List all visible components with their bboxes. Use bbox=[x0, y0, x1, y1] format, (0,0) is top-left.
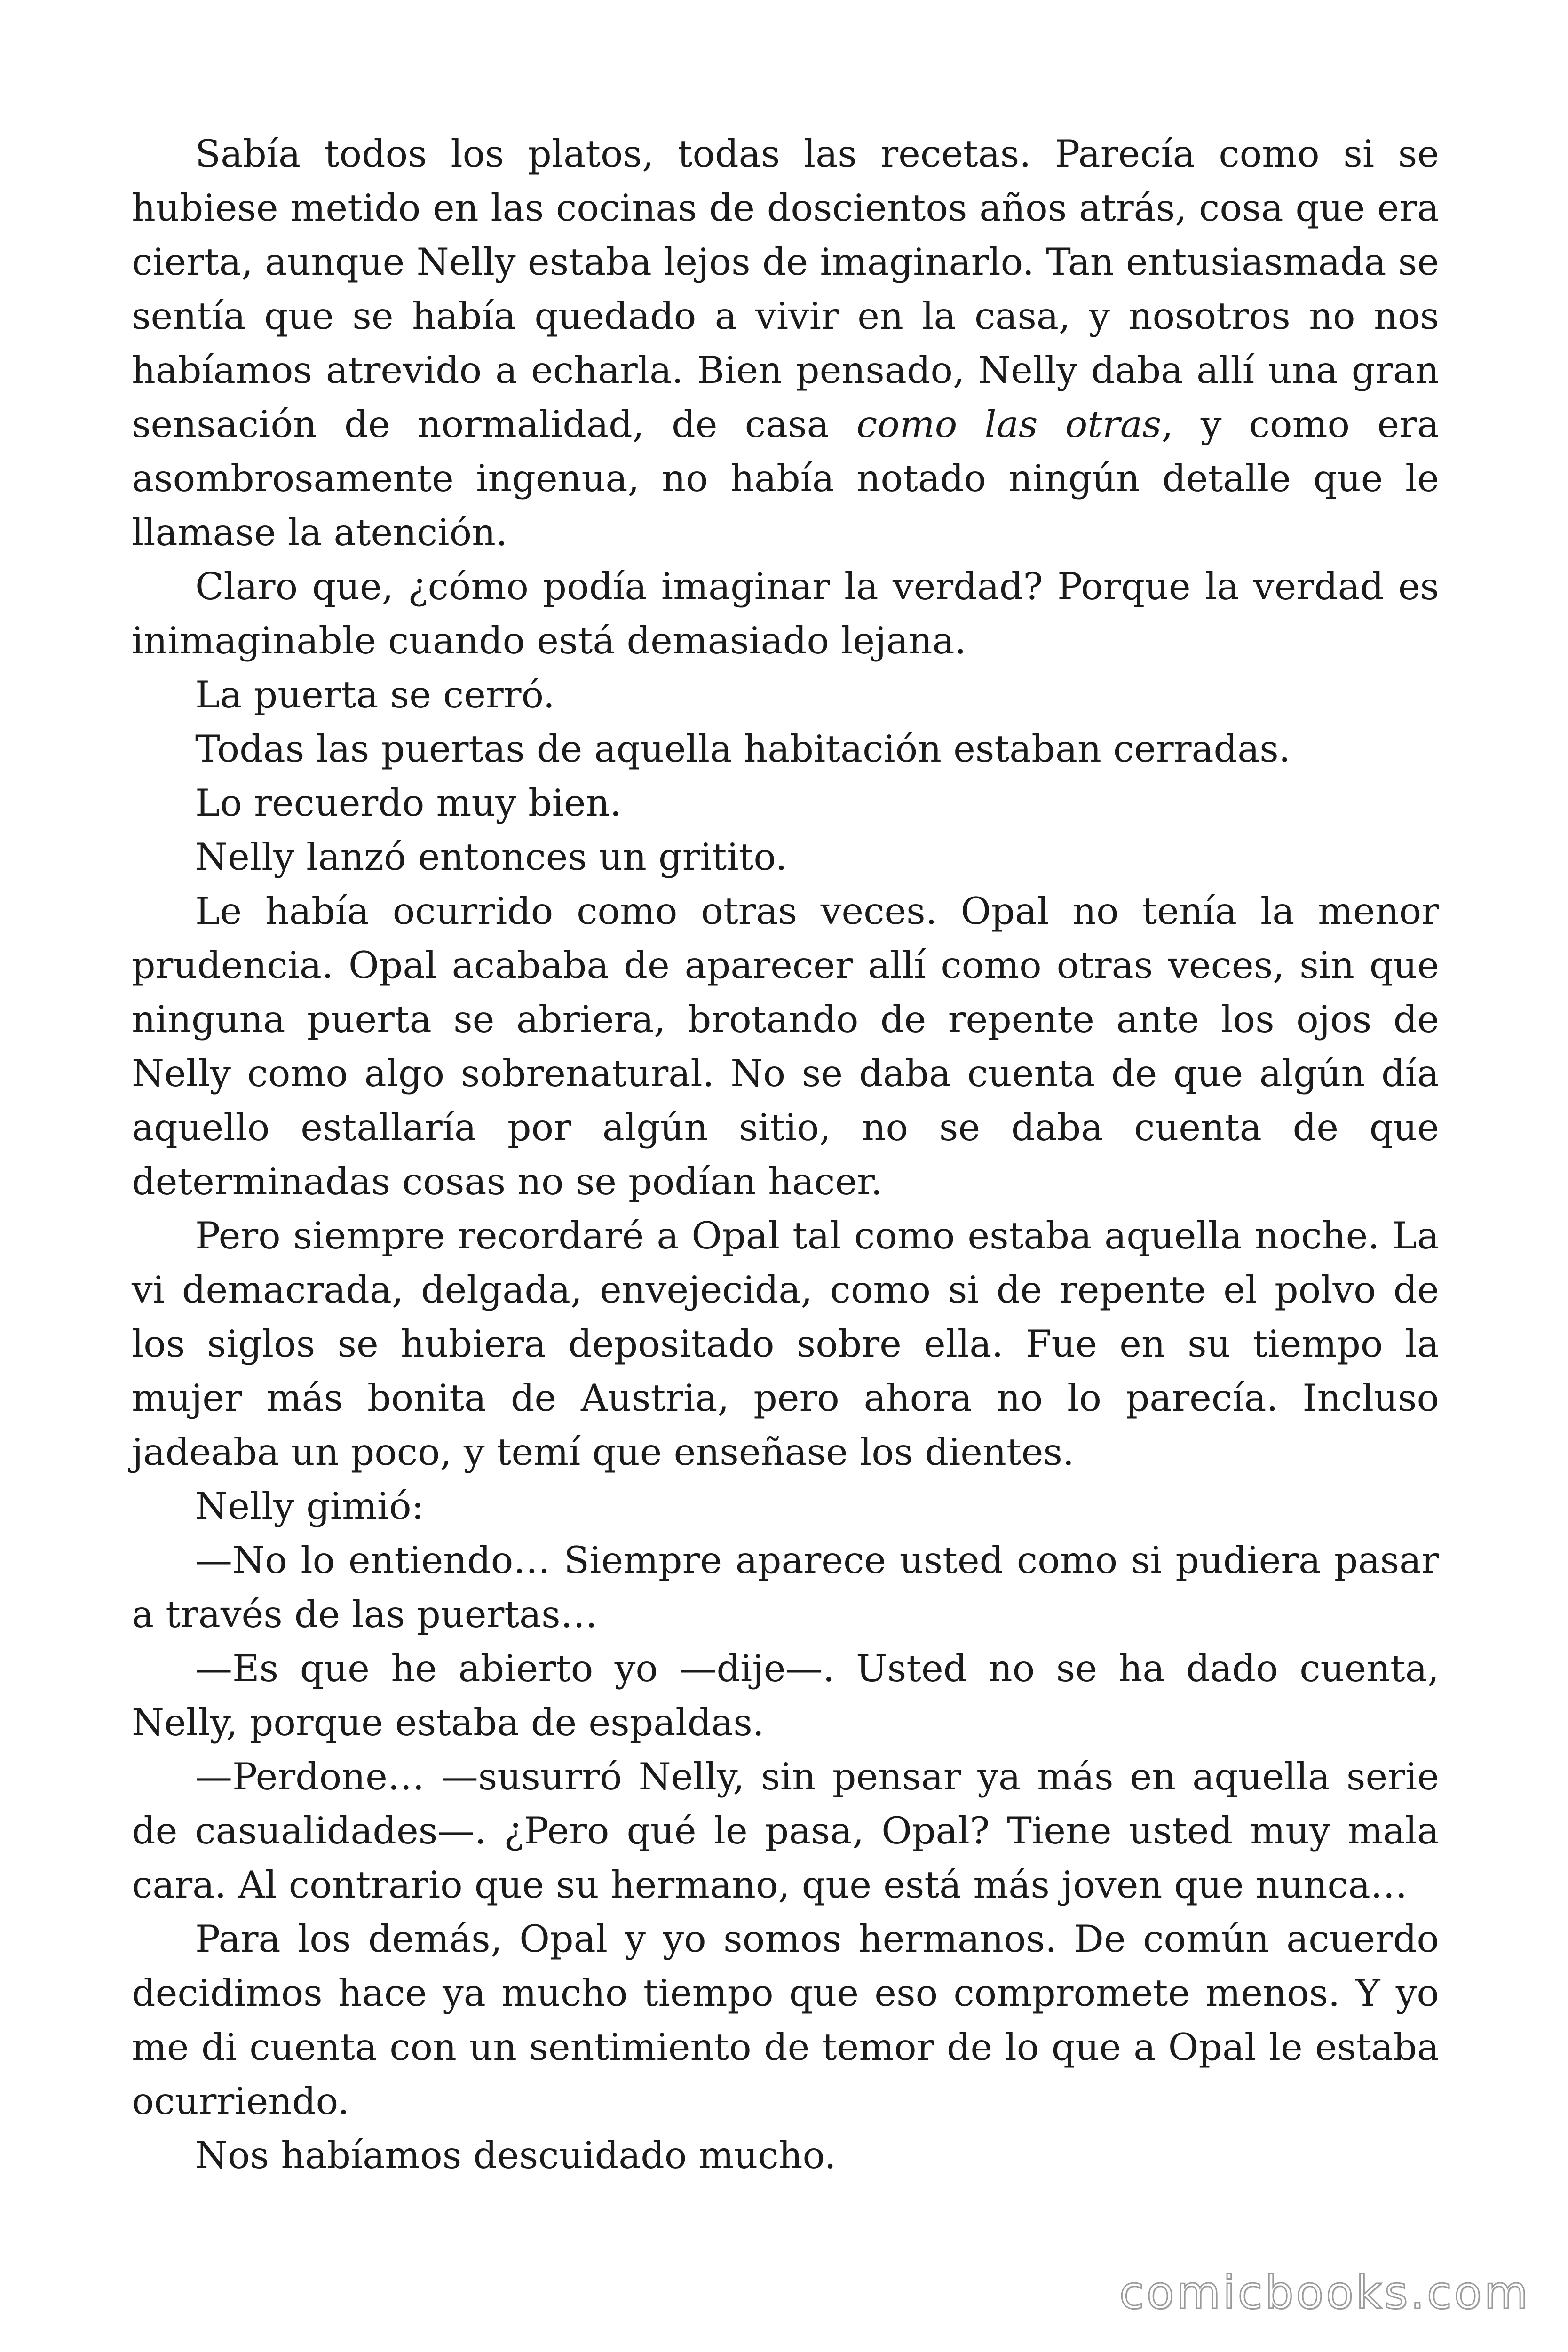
paragraph-14: Nos habíamos descuidado mucho. bbox=[195, 2134, 836, 2177]
paragraph-1-italic-phrase: como las otras bbox=[856, 403, 1162, 446]
paragraph-11: —Es que he abierto yo —dije—. Usted no se ha dado cuenta, Nelly, porque estaba de espaldas. bbox=[132, 1647, 1439, 1744]
paragraph-4: Todas las puertas de aquella habitación estaban cerradas. bbox=[195, 727, 1291, 771]
paragraph-12: —Perdone… —susurró Nelly, sin pensar ya más en aquella serie de casualidades—. ¿Pero qué le pasa, Opal? Tiene usted muy mala cara. Al contrario que su hermano, que está más joven que nunca… bbox=[132, 1755, 1439, 1907]
paragraph-6: Nelly lanzó entonces un gritito. bbox=[195, 835, 787, 879]
paragraph-1-end: , y como era asombrosamente ingenua, no había notado ningún detalle que le llamase la atención. bbox=[132, 403, 1440, 554]
watermark: comicbooks.com bbox=[1119, 2266, 1530, 2319]
paragraph-1 bbox=[132, 127, 1439, 560]
page-body bbox=[132, 127, 1439, 2183]
paragraph-13: Para los demás, Opal y yo somos hermanos. De común acuerdo decidimos hace ya mucho tiempo que eso compromete menos. Y yo me di cuenta con un sentimiento de temor de lo que a Opal le estaba ocurriendo. bbox=[132, 1917, 1439, 2123]
paragraph-1-start: Sabía todos los platos, todas las recetas. Parecía como si se hubiese metido en las cocinas de doscientos años atrás, cosa que era cierta, aunque Nelly estaba lejos de imaginarlo. Tan entusiasmada se sentía que se había quedado a vivir en la casa, y nosotros no nos habíamos atrevido a echarla. Bien pensado, Nelly daba allí una gran sensación de normalidad, de casa bbox=[132, 132, 1439, 446]
paragraph-3: La puerta se cerró. bbox=[195, 673, 555, 716]
paragraph-7: Le había ocurrido como otras veces. Opal no tenía la menor prudencia. Opal acababa de aparecer allí como otras veces, sin que ninguna puerta se abriera, brotando de repente ante los ojos de Nelly como algo sobrenatural. No se daba cuenta de que algún día aquello estallaría por algún sitio, no se daba cuenta de que determinadas cosas no se podían hacer. bbox=[132, 890, 1439, 1203]
paragraph-9: Nelly gimió: bbox=[195, 1485, 424, 1528]
paragraph-8: Pero siempre recordaré a Opal tal como estaba aquella noche. La vi demacrada, delgada, envejecida, como si de repente el polvo de los siglos se hubiera depositado sobre ella. Fue en su tiempo la mujer más bonita de Austria, pero ahora no lo parecía. Incluso jadeaba un poco, y temí que enseñase los dientes. bbox=[132, 1214, 1439, 1474]
paragraph-10: —No lo entiendo… Siempre aparece usted como si pudiera pasar a través de las puertas… bbox=[132, 1539, 1439, 1636]
paragraph-2: Claro que, ¿cómo podía imaginar la verdad? Porque la verdad es inimaginable cuando está demasiado lejana. bbox=[132, 565, 1439, 662]
paragraph-5: Lo recuerdo muy bien. bbox=[195, 781, 622, 825]
